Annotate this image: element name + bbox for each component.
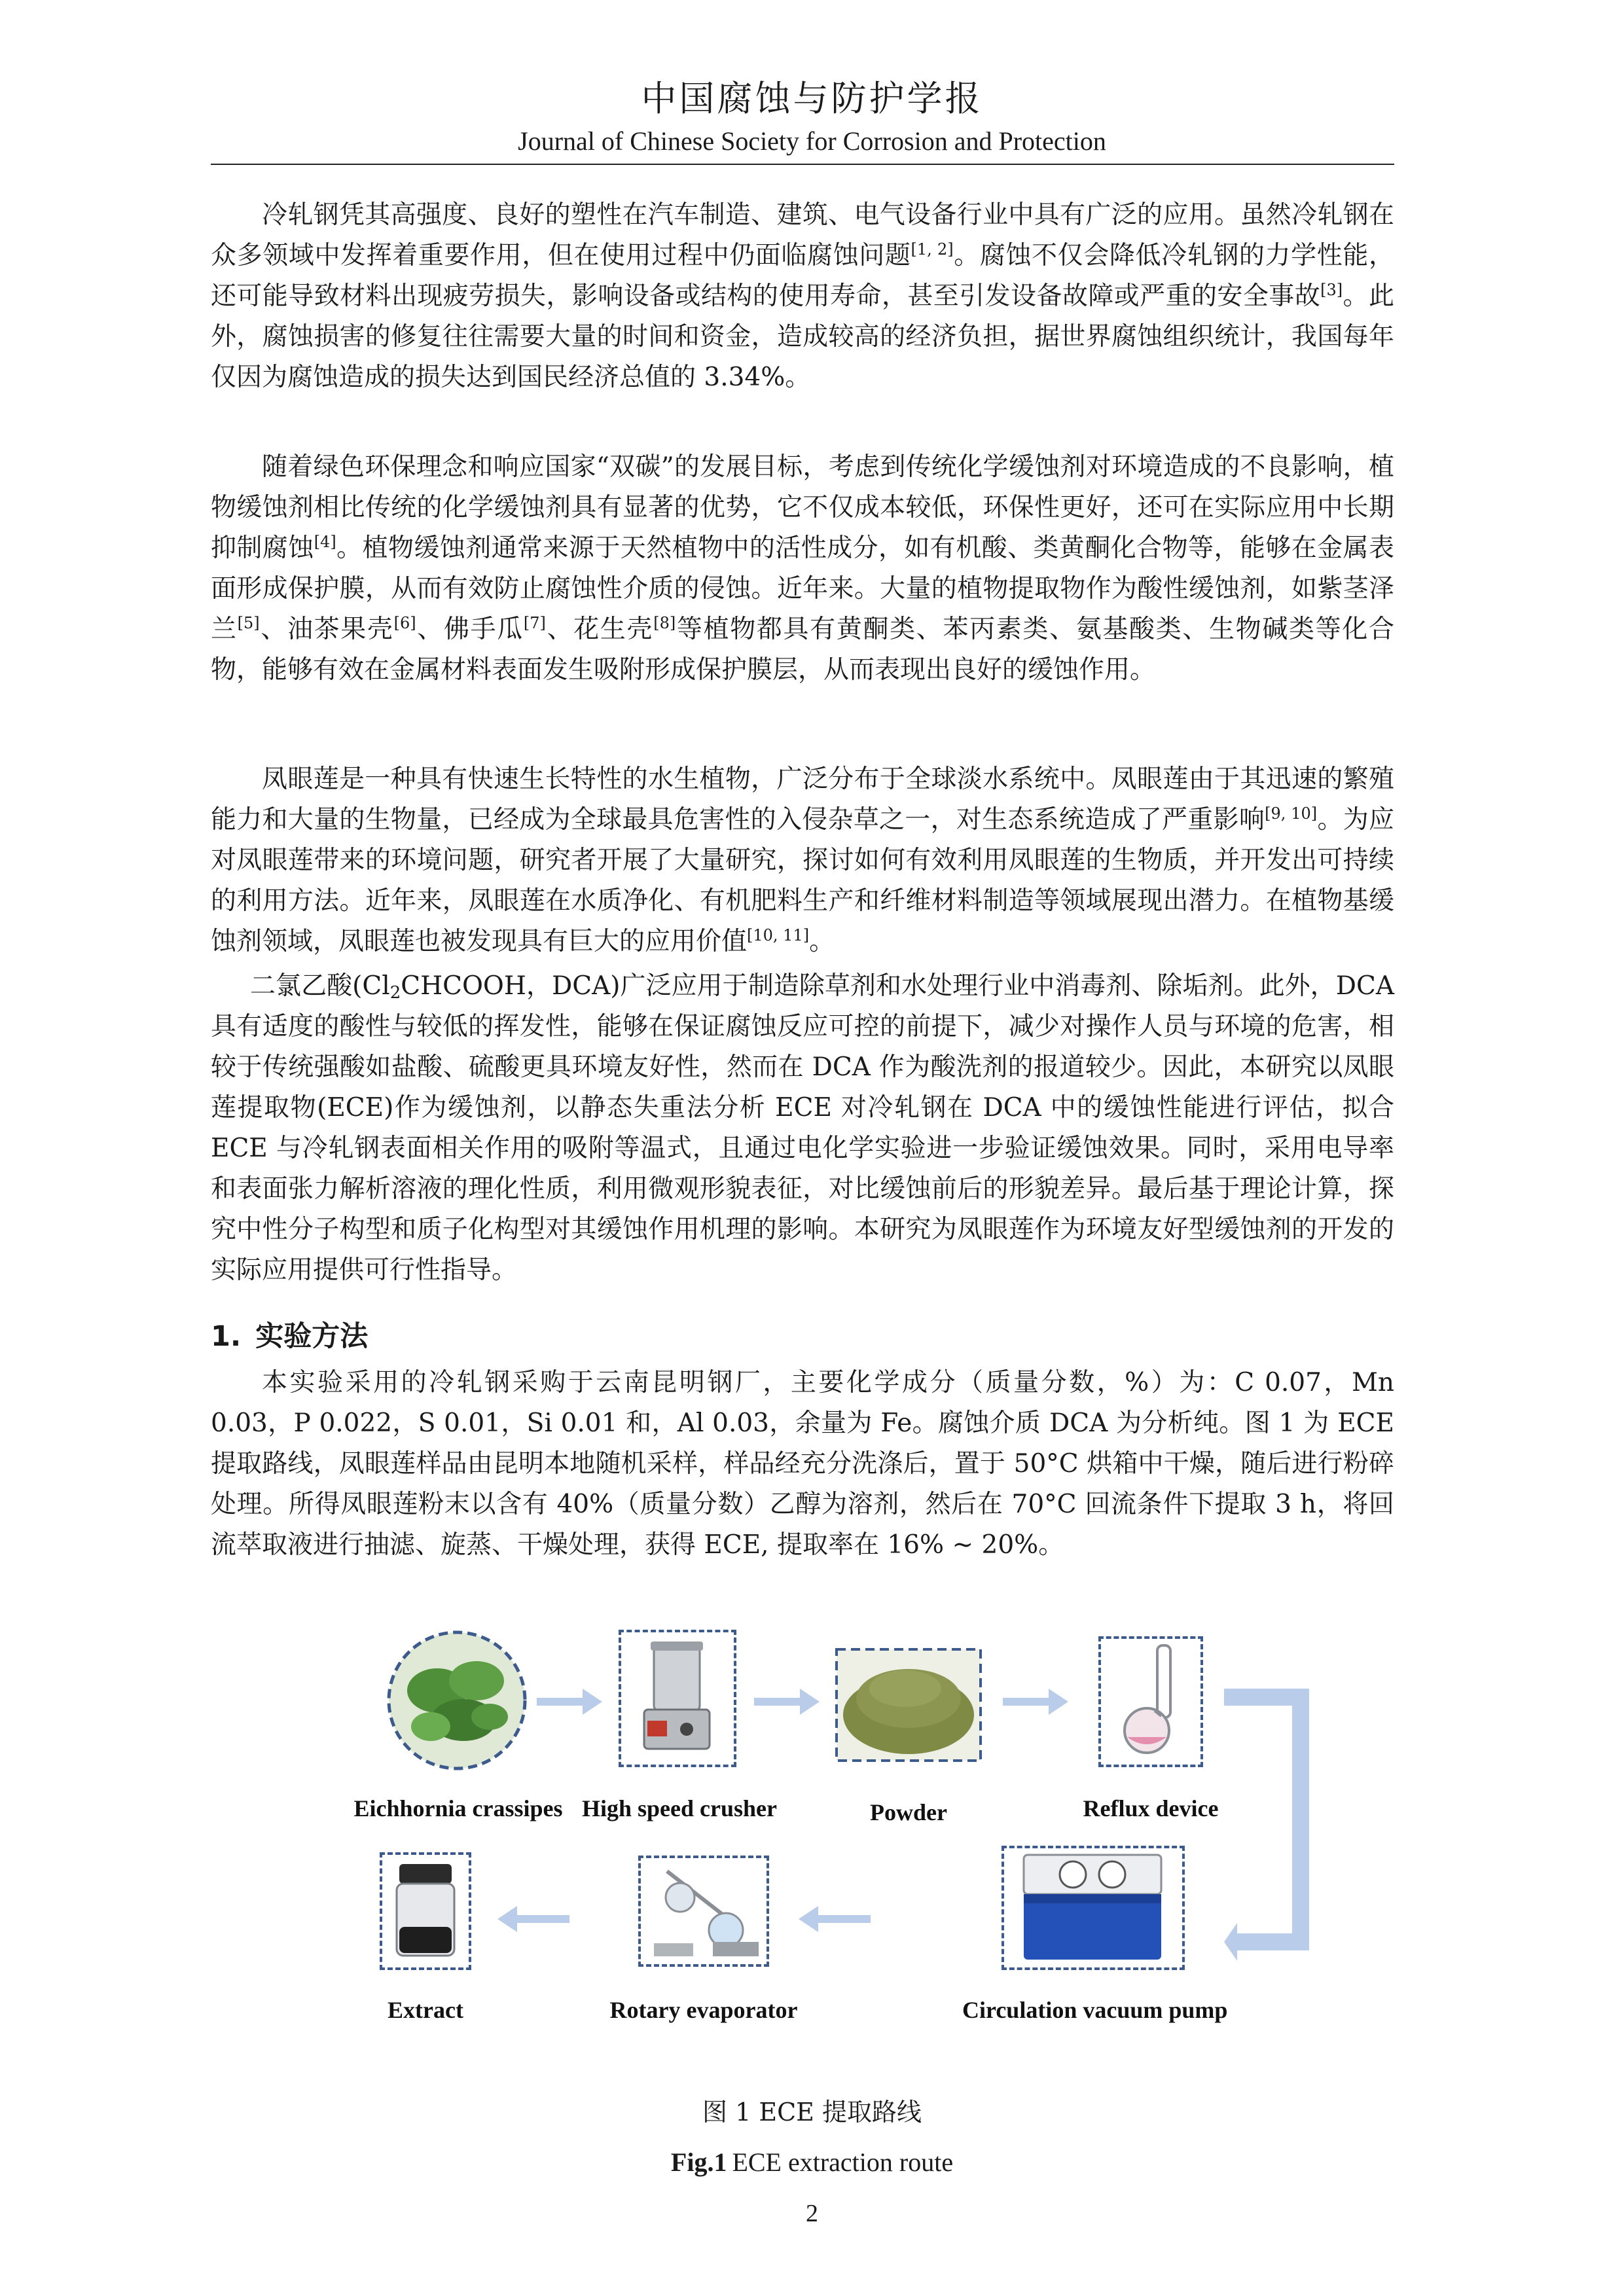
citation[interactable]: [8] [653,614,676,632]
flow-arrow-right [754,1689,820,1718]
citation[interactable]: [10, 11] [747,926,810,944]
section-heading: 1. 实验方法 [211,1320,369,1353]
figure-ece-extraction-route [340,1623,1335,2068]
flow-arrow-right [1003,1689,1068,1718]
flow-arrow-down-connector [1224,1689,1335,1973]
citation[interactable]: [1, 2] [911,240,954,259]
label-powder: Powder [870,1799,947,1825]
rotary-box [638,1856,769,1967]
citation[interactable]: [3] [1320,281,1343,299]
label-eichhornia: Eichhornia crassipes [353,1795,563,1821]
paragraph-4: 二氯乙酸($Cl_2CHCOOH$，DCA)广泛应用于制造除草剂和水处理行业中消毒剂、除垢剂。此外，DCA 具有适度的酸性与较低的挥发性，能够在保证腐蚀反应可控的前提下，减少对操作人员与环境的危害，相较于传统强酸如盐酸、硫酸更具环境友好性，然而在 DCA 作为酸洗剂的报道较少。因此，本研究以凤眼莲提取物(ECE)作为缓蚀剂，以静态失重法分析 ECE 对冷轧钢在 DCA 中的缓蚀性能进行评估，拟合 ECE 与冷轧钢表面相关作用的吸附等温式，且通过电化学实验进一步验证缓蚀效果。同时，采用电导率和表面张力解析溶液的理化性质，利用微观形貌表征，对比缓蚀前后的形貌差异。最后基于理论计算，探究中性分子构型和质子化构型对其缓蚀作用机理的影响。本研究为凤眼莲作为环境友好型缓蚀剂的开发的实际应用提供可行性指导。 [211,971,1394,1285]
powder-photo [830,1643,987,1767]
pump-box [1001,1846,1185,1970]
paragraph-2: 随着绿色环保理念和响应国家“双碳”的发展目标，考虑到传统化学缓蚀剂对环境造成的不良影响，植物缓蚀剂相比传统的化学缓蚀剂具有显著的优势，它不仅成本较低，环保性更好，还可在实际应用中长期抑制腐蚀[4]。植物缓蚀剂通常来源于天然植物中的活性成分，如有机酸、类黄酮化合物等，能够在金属表面形成保护膜，从而有效防止腐蚀性介质的侵蚀。近年来。大量的植物提取物作为酸性缓蚀剂，如紫茎泽兰[5]、油茶果壳[6]、佛手瓜[7]、花生壳[8]等植物都具有黄酮类、苯丙素类、氨基酸类、生物碱类等化合物，能够有效在金属材料表面发生吸附形成保护膜层，从而表现出良好的缓蚀作用。 [211,452,1394,685]
page-number: 2 [806,2200,818,2227]
label-crusher: High speed crusher [581,1795,777,1821]
extract-box [380,1852,471,1970]
paragraph-1: 冷轧钢凭其高强度、良好的塑性在汽车制造、建筑、电气设备行业中具有广泛的应用。虽然冷轧钢在众多领域中发挥着重要作用，但在使用过程中仍面临腐蚀问题[1, 2]。腐蚀不仅会降低冷轧钢的力学性能，还可能导致材料出现疲劳损失，影响设备或结构的使用寿命，甚至引发设备故障或严重的安全事故[3]。此外，腐蚀损害的修复往往需要大量的时间和资金，造成较高的经济负担，据世界腐蚀组织统计，我国每年仅因为腐蚀造成的损失达到国民经济总值的 3.34%。 [211,200,1394,392]
citation[interactable]: [9, 10] [1265,804,1318,823]
crusher-box [619,1630,736,1767]
label-rotary: Rotary evaporator [609,1997,798,2023]
figure-caption-en: Fig.1 ECE extraction route [670,2147,954,2177]
citation[interactable]: [7] [523,614,546,632]
flow-arrow-left [799,1906,871,1935]
journal-subtitle: Journal of Chinese Society for Corrosion and Protection [518,126,1106,156]
citation[interactable]: [4] [314,533,336,551]
citation[interactable]: [6] [393,614,416,632]
label-reflux: Reflux device [1083,1795,1219,1821]
figure-caption-cn: 图 1 ECE 提取路线 [702,2098,922,2126]
flow-arrow-left [497,1906,569,1935]
citation[interactable]: [5] [237,614,260,632]
label-pump: Circulation vacuum pump [962,1997,1228,2023]
journal-title: 中国腐蚀与防护学报 [641,78,983,119]
paragraph-3: 凤眼莲是一种具有快速生长特性的水生植物，广泛分布于全球淡水系统中。凤眼莲由于其迅速的繁殖能力和大量的生物量，已经成为全球最具危害性的入侵杂草之一，对生态系统造成了严重影响[9, 10]。为应对凤眼莲带来的环境问题，研究者开展了大量研究，探讨如何有效利用凤眼莲的生物质，并开发出可持续的利用方法。近年来，凤眼莲在水质净化、有机肥料生产和纤维材料制造等领域展现出潜力。在植物基缓蚀剂领域，凤眼莲也被发现具有巨大的应用价值[10, 11]。 [211,764,1394,956]
flow-arrow-right [537,1689,602,1718]
header-rule [211,164,1394,165]
paragraph-5: 本实验采用的冷轧钢采购于云南昆明钢厂，主要化学成分（质量分数，%）为：C 0.07，Mn 0.03，P 0.022，S 0.01，Si 0.01 和，Al 0.03，余量为 Fe。腐蚀介质 DCA 为分析纯。图 1 为 ECE 提取路线，凤眼莲样品由昆明本地随机采样，样品经充分洗涤后，置于 50°C 烘箱中干燥，随后进行粉碎处理。所得凤眼莲粉末以含有 40%（质量分数）乙醇为溶剂，然后在 70°C 回流条件下提取 3 h，将回流萃取液进行抽滤、旋蒸、干燥处理，获得 ECE, 提取率在 16% ~ 20%。 [211,1368,1394,1560]
eichhornia-photo [385,1628,529,1772]
reflux-box [1098,1636,1203,1767]
label-extract: Extract [388,1997,463,2023]
